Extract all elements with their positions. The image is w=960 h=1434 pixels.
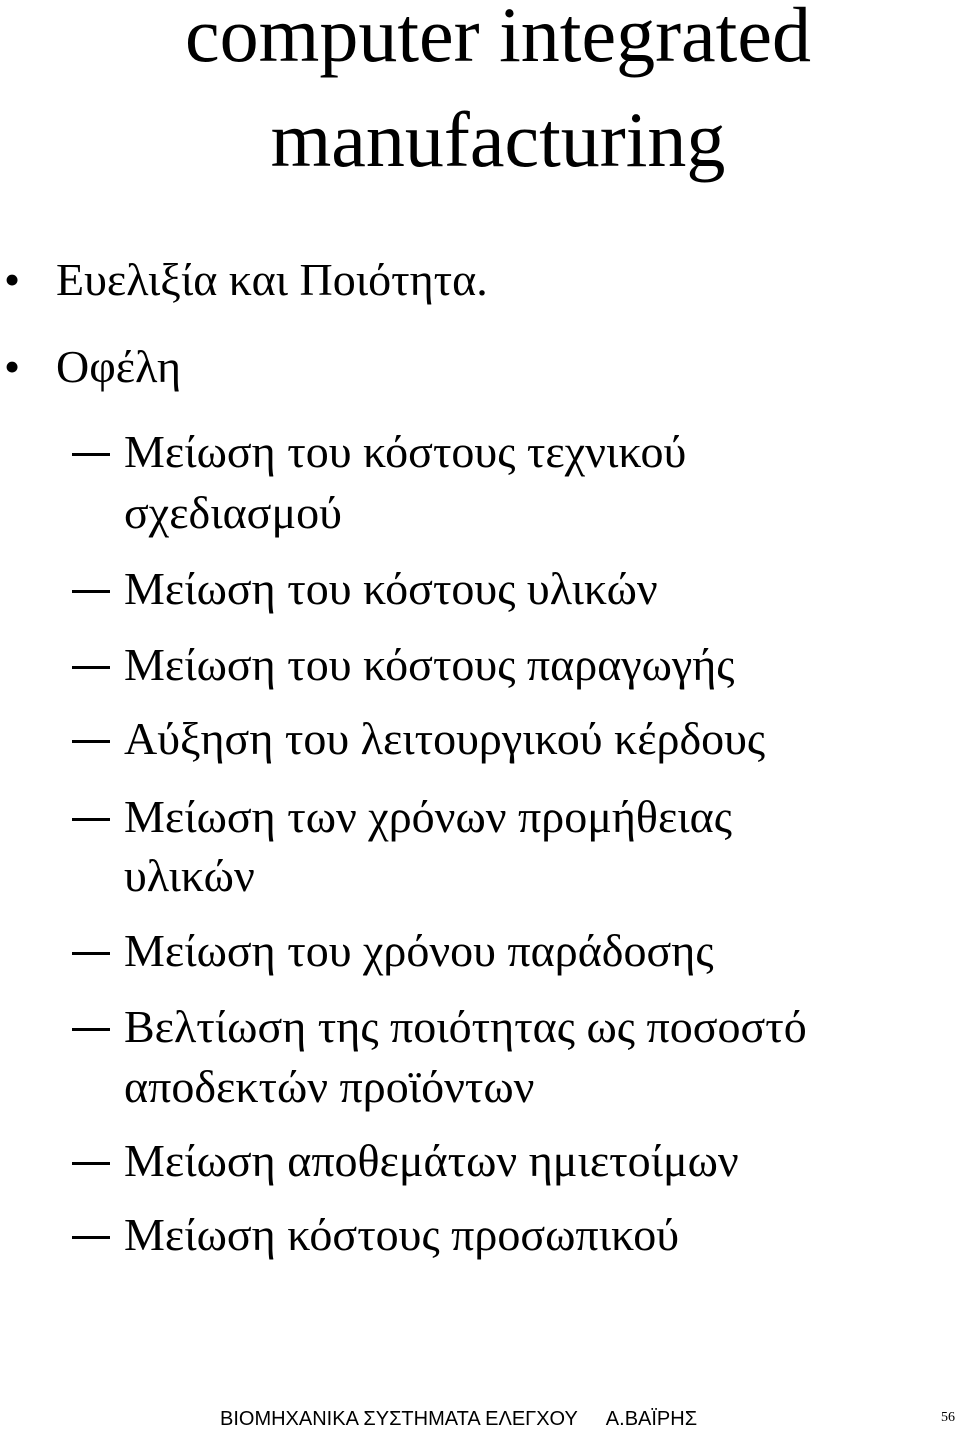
bullet-benefits: Οφέλη — [56, 341, 182, 392]
dash-marker — [72, 1162, 110, 1165]
sub-item-lead-time-continued: υλικών — [124, 850, 255, 901]
sub-item-lead-time: Μείωση των χρόνων προμήθειας — [124, 791, 732, 842]
dash-marker — [72, 666, 110, 669]
sub-item-design-cost: Μείωση του κόστους τεχνικού — [124, 426, 687, 477]
sub-item-delivery-time: Μείωση του χρόνου παράδοσης — [124, 925, 714, 976]
dash-marker — [72, 740, 110, 743]
sub-item-material-cost: Μείωση του κόστους υλικών — [124, 563, 658, 614]
page-title-line-1: computer integrated — [185, 0, 811, 78]
bullet-marker: • — [4, 341, 21, 392]
dash-marker — [72, 1028, 110, 1031]
footer — [220, 1409, 697, 1429]
dash-marker — [72, 453, 110, 456]
bullet-flexibility-quality: Ευελιξία και Ποιότητα. — [56, 254, 488, 305]
sub-item-design-cost-continued: σχεδιασμού — [124, 487, 342, 538]
page-number: 56 — [941, 1410, 955, 1425]
page-title-line-2: manufacturing — [270, 96, 726, 183]
sub-item-operating-profit: Αύξηση του λειτουργικού κέρδους — [124, 713, 766, 764]
sub-item-quality-improvement: Βελτίωση της ποιότητας ως ποσοστό — [124, 1001, 807, 1052]
bullet-marker: • — [4, 254, 21, 305]
dash-marker — [72, 952, 110, 955]
sub-item-inventory: Μείωση αποθεμάτων ημιετοίμων — [124, 1135, 739, 1186]
sub-item-production-cost: Μείωση του κόστους παραγωγής — [124, 639, 735, 690]
footer-author: Α.ΒΑΪΡΗΣ — [605, 1408, 698, 1430]
sub-item-personnel-cost: Μείωση κόστους προσωπικού — [124, 1209, 679, 1260]
dash-marker — [72, 818, 110, 821]
dash-marker — [72, 590, 110, 593]
sub-item-quality-improvement-continued: αποδεκτών προϊόντων — [124, 1061, 535, 1112]
dash-marker — [72, 1236, 110, 1239]
footer-course-title: ΒΙΟΜΗΧΑΝΙΚΑ ΣΥΣΤΗΜΑΤΑ ΕΛΕΓΧΟΥ — [220, 1408, 578, 1430]
